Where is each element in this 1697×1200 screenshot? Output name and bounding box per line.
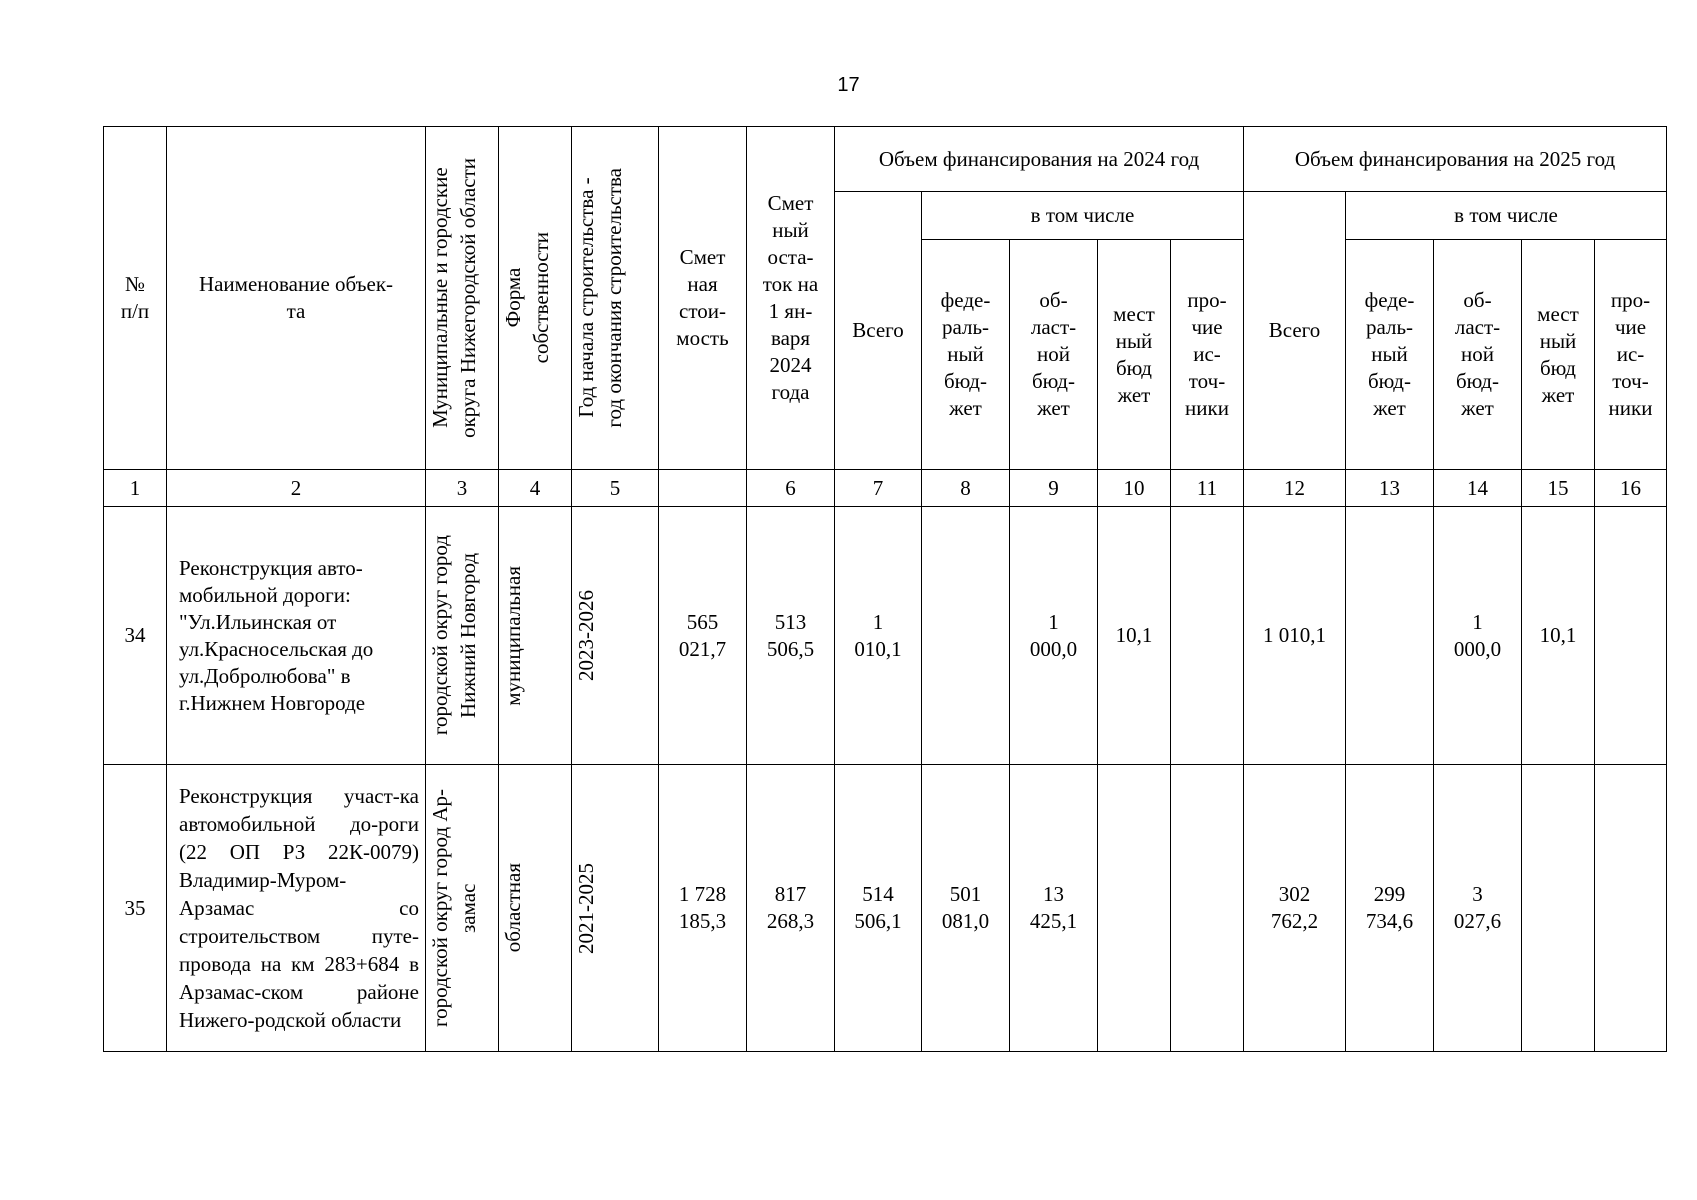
header-num: № п/п	[104, 127, 167, 470]
y2025-regional: 1 000,0	[1434, 507, 1522, 765]
y2025-total: 302 762,2	[1244, 765, 1346, 1052]
municipal-district: городской округ город Нижний Новгород	[426, 507, 499, 765]
object-name: Реконструкция участ-ка автомобильной до-роги (22 ОП РЗ 22К-0079) Владимир-Муром-Арзамас со строительством путе-провода на км 283+684 в Арзамас-ском районе Нижего-родской области	[167, 765, 426, 1052]
y2025-regional: 3 027,6	[1434, 765, 1522, 1052]
column-number-row	[104, 470, 1667, 507]
y2025-local: 10,1	[1522, 507, 1595, 765]
y2025-federal: 299 734,6	[1346, 765, 1434, 1052]
financing-table	[103, 126, 1667, 1052]
estimate-cost: 1 728 185,3	[659, 765, 747, 1052]
header-estimate-remainder: Смет ный оста- ток на 1 ян- варя 2024 года	[747, 127, 835, 470]
column-number: 3	[426, 470, 499, 507]
column-number: 6	[747, 470, 835, 507]
y2024-local	[1098, 765, 1171, 1052]
object-name: Реконструкция авто- мобильной дороги: "Ул.Ильинская от ул.Красносельская до ул.Добролюбова" в г.Нижнем Новгороде	[167, 507, 426, 765]
header-ownership: Форма собственности	[499, 127, 572, 470]
y2024-federal	[922, 507, 1010, 765]
header-years: Год начала строительства - год окончания строительства	[572, 127, 659, 470]
header-2025-local: мест ный бюд жет	[1522, 240, 1595, 470]
y2025-other	[1595, 507, 1667, 765]
y2025-local	[1522, 765, 1595, 1052]
column-number: 12	[1244, 470, 1346, 507]
y2024-total: 514 506,1	[835, 765, 922, 1052]
header-name: Наименование объек- та	[167, 127, 426, 470]
column-number: 5	[572, 470, 659, 507]
column-number: 1	[104, 470, 167, 507]
header-2025-including: в том числе	[1346, 192, 1667, 240]
column-number: 11	[1171, 470, 1244, 507]
column-number: 4	[499, 470, 572, 507]
header-2024-federal: феде- раль- ный бюд- жет	[922, 240, 1010, 470]
row-num: 35	[104, 765, 167, 1052]
header-2025-other: про- чие ис- точ- ники	[1595, 240, 1667, 470]
header-municipal: Муниципальные и городские округа Нижегородской области	[426, 127, 499, 470]
y2024-total: 1 010,1	[835, 507, 922, 765]
y2024-federal: 501 081,0	[922, 765, 1010, 1052]
column-number: 13	[1346, 470, 1434, 507]
column-number: 2	[167, 470, 426, 507]
column-number: 15	[1522, 470, 1595, 507]
column-number	[659, 470, 747, 507]
header-2025-total: Всего	[1244, 192, 1346, 470]
y2024-regional: 1 000,0	[1010, 507, 1098, 765]
header-estimate-cost: Смет ная стои- мость	[659, 127, 747, 470]
y2024-other	[1171, 507, 1244, 765]
construction-years: 2021-2025	[572, 765, 659, 1052]
municipal-district: городской округ город Ар- замас	[426, 765, 499, 1052]
header-2025-regional: об- ласт- ной бюд- жет	[1434, 240, 1522, 470]
estimate-remainder: 513 506,5	[747, 507, 835, 765]
y2025-other	[1595, 765, 1667, 1052]
column-number: 9	[1010, 470, 1098, 507]
header-2025-federal: феде- раль- ный бюд- жет	[1346, 240, 1434, 470]
header-funding-2025: Объем финансирования на 2025 год	[1244, 127, 1667, 192]
estimate-cost: 565 021,7	[659, 507, 747, 765]
header-2024-local: мест ный бюд жет	[1098, 240, 1171, 470]
header-2024-other: про- чие ис- точ- ники	[1171, 240, 1244, 470]
header-2024-regional: об- ласт- ной бюд- жет	[1010, 240, 1098, 470]
ownership-form: муниципальная	[499, 507, 572, 765]
column-number: 10	[1098, 470, 1171, 507]
y2024-regional: 13 425,1	[1010, 765, 1098, 1052]
y2025-total: 1 010,1	[1244, 507, 1346, 765]
column-number: 16	[1595, 470, 1667, 507]
page-number: 17	[837, 74, 860, 96]
column-number: 8	[922, 470, 1010, 507]
y2024-other	[1171, 765, 1244, 1052]
table-row	[104, 765, 1667, 1052]
header-2024-total: Всего	[835, 192, 922, 470]
estimate-remainder: 817 268,3	[747, 765, 835, 1052]
table-row	[104, 507, 1667, 765]
header-funding-2024: Объем финансирования на 2024 год	[835, 127, 1244, 192]
header-2024-including: в том числе	[922, 192, 1244, 240]
row-num: 34	[104, 507, 167, 765]
column-number: 7	[835, 470, 922, 507]
y2025-federal	[1346, 507, 1434, 765]
y2024-local: 10,1	[1098, 507, 1171, 765]
construction-years: 2023-2026	[572, 507, 659, 765]
ownership-form: областная	[499, 765, 572, 1052]
column-number: 14	[1434, 470, 1522, 507]
